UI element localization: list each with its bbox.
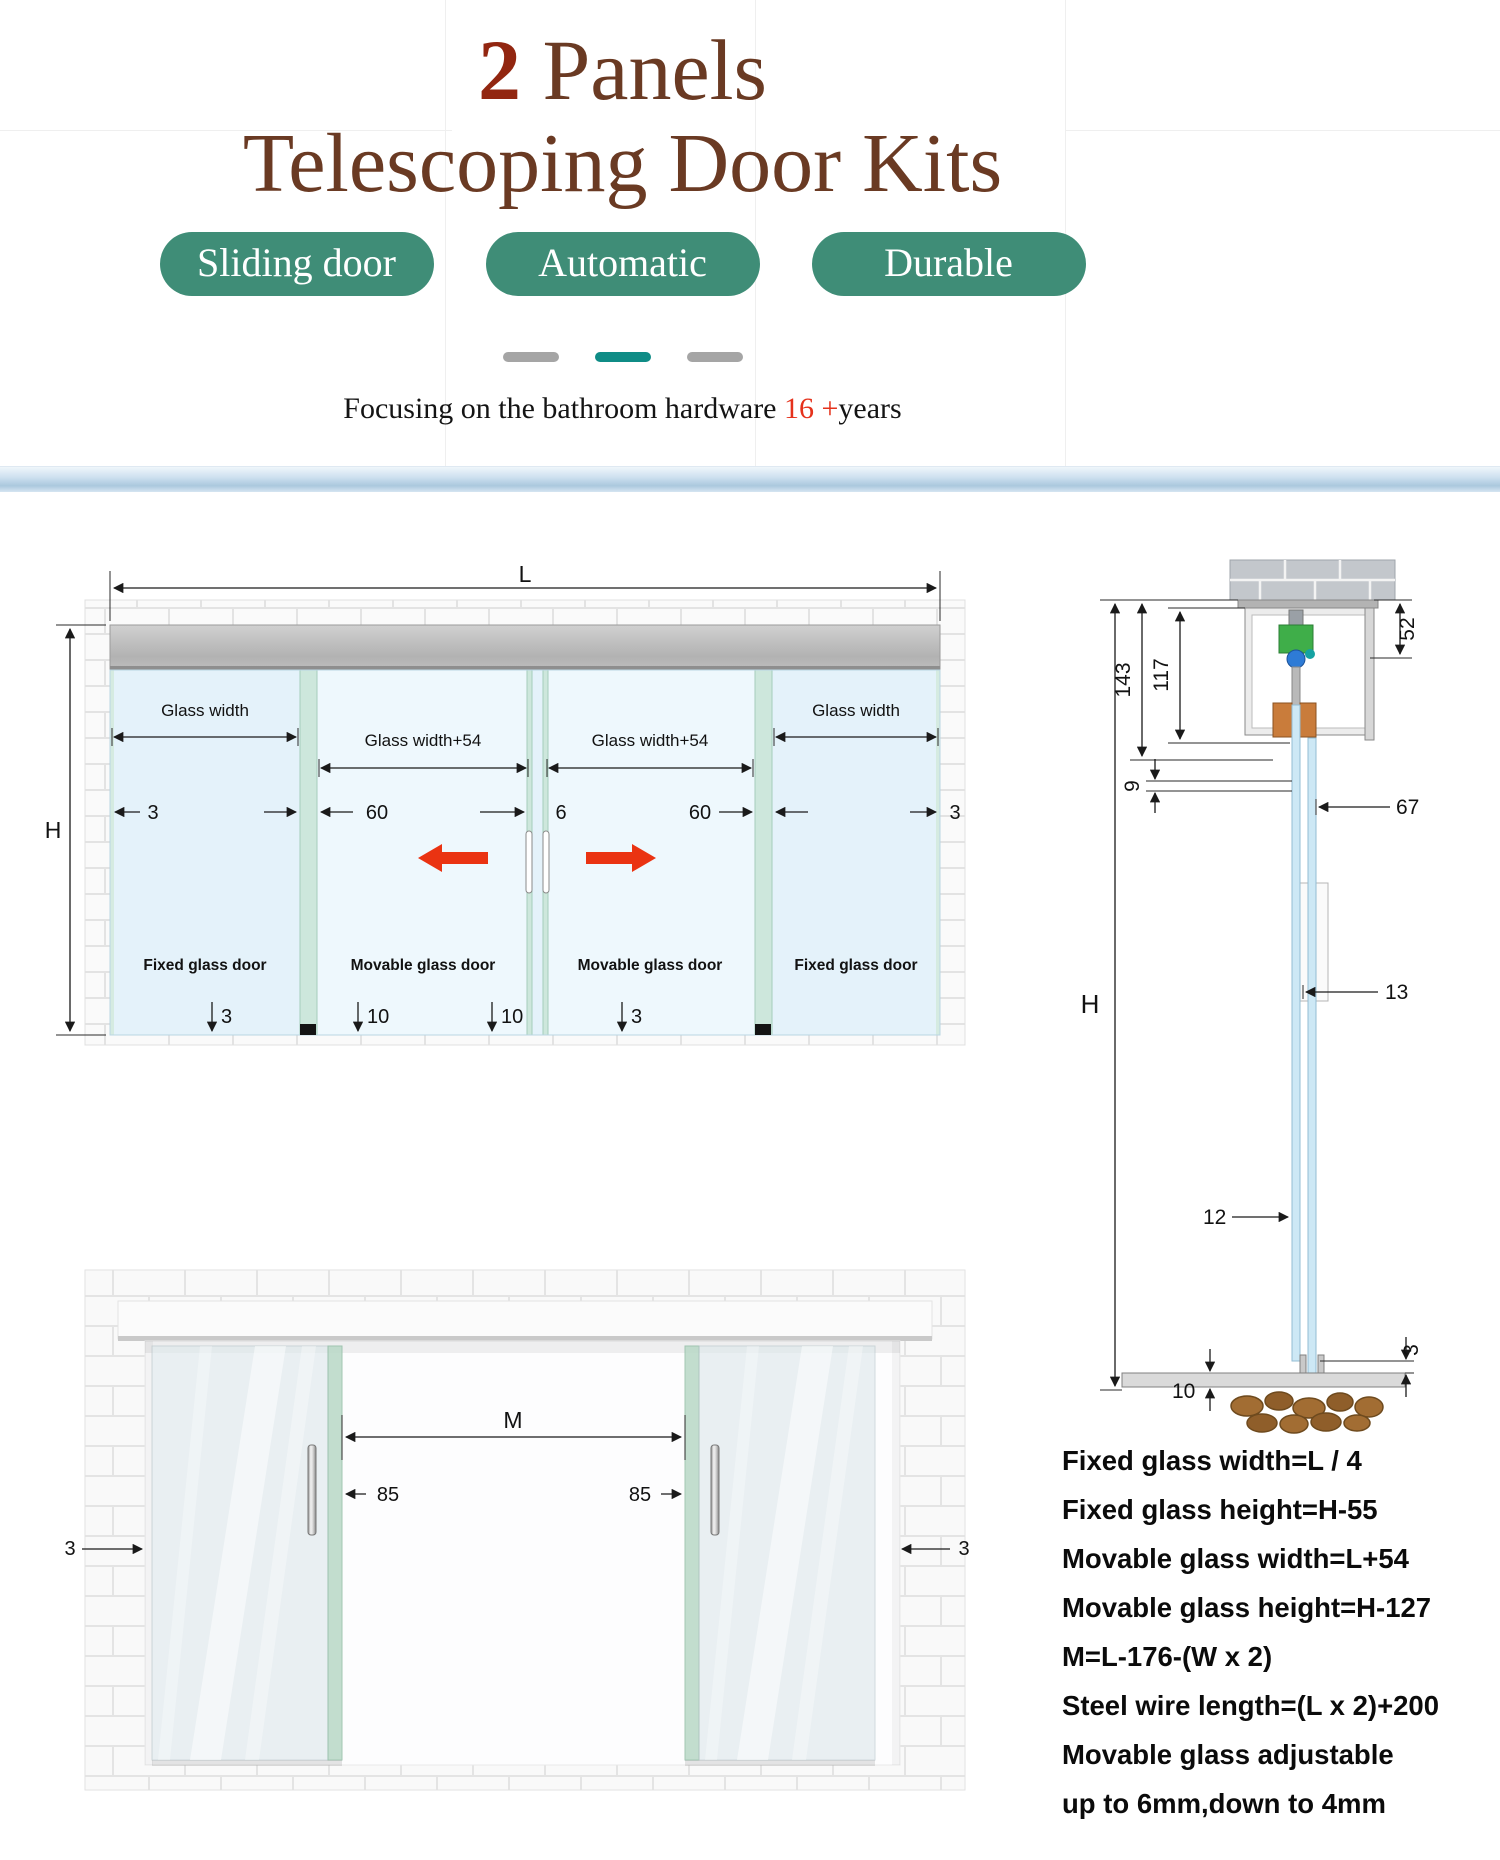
floor-guide bbox=[755, 1024, 771, 1035]
ceiling-plate bbox=[1238, 600, 1378, 608]
dim-12 bbox=[1203, 1206, 1288, 1229]
bottom-gap-label: 10 bbox=[367, 1006, 390, 1028]
dim-3-bottom bbox=[1320, 1337, 1423, 1397]
spec-line: Fixed glass width=L / 4 bbox=[1062, 1445, 1362, 1476]
dim-label: 10 bbox=[1172, 1380, 1196, 1403]
lintel-track-cover bbox=[118, 1301, 932, 1341]
bottom-gap-label: 10 bbox=[501, 1006, 524, 1028]
glass-width-label: Glass width bbox=[812, 701, 900, 720]
hanger-plate bbox=[1292, 667, 1300, 705]
panel-label: Movable glass door bbox=[350, 957, 496, 974]
dim-label: 3 bbox=[1400, 1344, 1423, 1356]
glass-edge bbox=[685, 1346, 699, 1760]
door-handle bbox=[543, 831, 549, 893]
tagline-highlight: 16 + bbox=[784, 391, 839, 425]
roller-block bbox=[1279, 625, 1313, 653]
badge-label: Durable bbox=[884, 239, 1013, 285]
floor-profile bbox=[1122, 1373, 1405, 1387]
spec-line: Fixed glass height=H-55 bbox=[1062, 1494, 1378, 1525]
glass-width-label: Glass width bbox=[161, 701, 249, 720]
spec-line: up to 6mm,down to 4mm bbox=[1062, 1788, 1386, 1819]
dim-67 bbox=[1316, 796, 1419, 819]
dim-label: 9 bbox=[1121, 780, 1144, 792]
panel-divider bbox=[755, 670, 772, 1035]
dim-H-label: H bbox=[44, 817, 62, 843]
badge-durable bbox=[812, 232, 1086, 296]
spec-line: Movable glass width=L+54 bbox=[1062, 1543, 1409, 1574]
track-assembly bbox=[1238, 600, 1378, 740]
title-number: 2 bbox=[477, 22, 521, 118]
channel-lip bbox=[1300, 1355, 1306, 1373]
glass-width-label: Glass width+54 bbox=[591, 731, 709, 750]
page-title bbox=[0, 24, 1245, 117]
front-view-diagram bbox=[40, 555, 975, 1060]
brick-header bbox=[1230, 560, 1395, 600]
carousel-dash-active bbox=[595, 352, 651, 362]
spec-line: Steel wire length=(L x 2)+200 bbox=[1062, 1690, 1440, 1721]
badge-label: Sliding door bbox=[197, 239, 396, 285]
stone-hatch bbox=[1231, 1392, 1383, 1433]
glass-clamp-left bbox=[1273, 703, 1292, 737]
spec-line: Movable glass height=H-127 bbox=[1062, 1592, 1432, 1623]
glass-width-label: Glass width+54 bbox=[364, 731, 482, 750]
dim-label: 117 bbox=[1150, 658, 1173, 692]
movable-glass-right bbox=[545, 670, 755, 1035]
dim-label: 67 bbox=[1396, 796, 1420, 819]
header bbox=[0, 0, 1245, 426]
glass-edge bbox=[936, 670, 940, 1035]
offset-label: 85 bbox=[376, 1484, 400, 1506]
dim-M-label: M bbox=[503, 1407, 523, 1433]
title-rest: Panels bbox=[520, 22, 768, 118]
movable-glass-section bbox=[1292, 705, 1300, 1361]
badge-sliding-door bbox=[160, 232, 434, 296]
spec-line: Movable glass adjustable bbox=[1062, 1739, 1394, 1770]
glass-clamp-right bbox=[1300, 703, 1316, 737]
panel-divider bbox=[300, 670, 317, 1035]
dim-label: 143 bbox=[1112, 662, 1135, 698]
floor-guide bbox=[300, 1024, 316, 1035]
door-handle bbox=[526, 831, 532, 893]
tagline-text: years bbox=[838, 391, 902, 425]
roller-wheel bbox=[1287, 650, 1305, 668]
edge-gap-label: 3 bbox=[64, 1538, 76, 1560]
glass-shadow bbox=[685, 1760, 875, 1766]
dim-label: 12 bbox=[1203, 1206, 1227, 1229]
channel-lip bbox=[1318, 1355, 1324, 1373]
panel-label: Movable glass door bbox=[577, 957, 723, 974]
feature-badges bbox=[0, 232, 1245, 296]
floor-assembly bbox=[1122, 1355, 1405, 1387]
divider-bar bbox=[0, 466, 1500, 492]
door-handle bbox=[711, 1445, 719, 1535]
glass-door-left bbox=[152, 1346, 342, 1766]
carousel-dash bbox=[687, 352, 743, 362]
fixed-glass-section bbox=[1308, 738, 1316, 1385]
offset-label: 85 bbox=[628, 1484, 652, 1506]
dim-9 bbox=[1121, 759, 1292, 813]
glass-shadow bbox=[152, 1760, 342, 1766]
roller-bearing bbox=[1305, 649, 1315, 659]
door-track bbox=[110, 625, 940, 670]
dim-52 bbox=[1370, 600, 1419, 658]
section-view-diagram bbox=[1060, 555, 1470, 1445]
glass-door-right bbox=[685, 1346, 875, 1766]
dim-label: 13 bbox=[1385, 981, 1409, 1004]
glass-section bbox=[1292, 705, 1316, 1385]
overlap-label: 60 bbox=[365, 802, 389, 824]
dim-L-label: L bbox=[518, 561, 532, 587]
panel-label: Fixed glass door bbox=[794, 957, 918, 974]
gap-label: 3 bbox=[949, 802, 961, 824]
carousel-indicators bbox=[0, 352, 1245, 362]
panel-label: Fixed glass door bbox=[143, 957, 267, 974]
spec-line: M=L-176-(W x 2) bbox=[1062, 1641, 1273, 1672]
badge-label: Automatic bbox=[538, 239, 707, 285]
carousel-dash bbox=[503, 352, 559, 362]
door-handle bbox=[308, 1445, 316, 1535]
spec-list bbox=[1062, 1436, 1500, 1828]
dim-label: H bbox=[1080, 989, 1100, 1019]
badge-automatic bbox=[486, 232, 760, 296]
opening-view-diagram bbox=[40, 1265, 975, 1795]
glass-edge bbox=[110, 670, 114, 1035]
glass-edge bbox=[328, 1346, 342, 1760]
dim-label: 52 bbox=[1396, 617, 1419, 641]
page-subtitle: Telescoping Door Kits bbox=[242, 116, 1003, 210]
overlap-label: 60 bbox=[688, 802, 712, 824]
dim-H-section bbox=[1081, 600, 1238, 1390]
bottom-gap-label: 3 bbox=[221, 1006, 233, 1028]
glass-panels bbox=[110, 670, 940, 1035]
edge-gap-label: 3 bbox=[958, 1538, 970, 1560]
bolt bbox=[1289, 610, 1303, 626]
bottom-gap-label: 3 bbox=[631, 1006, 643, 1028]
tagline bbox=[0, 392, 1245, 426]
movable-glass-left bbox=[317, 670, 530, 1035]
gap-label: 3 bbox=[147, 802, 159, 824]
track-side-cover bbox=[1365, 608, 1374, 740]
tagline-text: Focusing on the bathroom hardware bbox=[343, 391, 784, 425]
center-gap-label: 6 bbox=[555, 802, 567, 824]
